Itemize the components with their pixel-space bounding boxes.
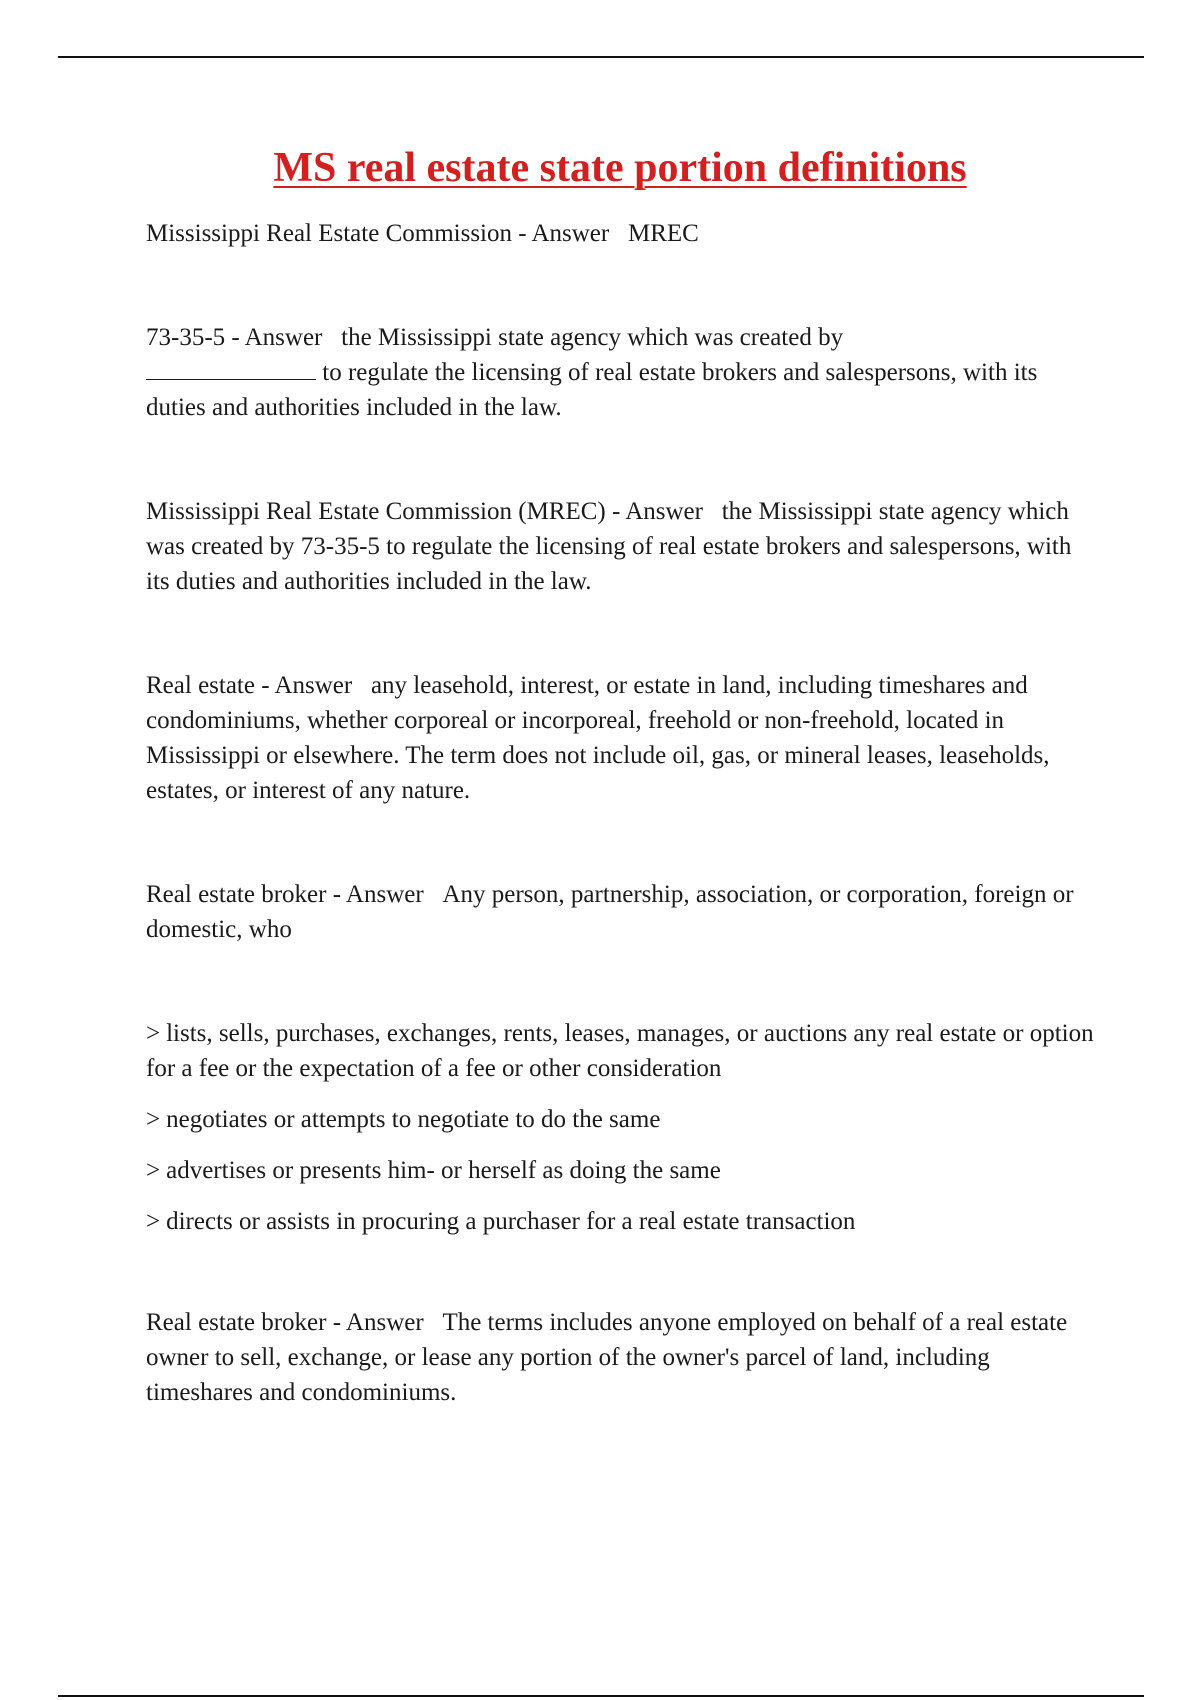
broker-activities-list [146, 1016, 1096, 1239]
answer-label: Answer [531, 220, 610, 247]
entry-definition: Any person, partnership, association, or corporation, foreign or domestic, who [146, 881, 1080, 943]
entry-term: Mississippi Real Estate Commission [146, 220, 512, 247]
list-item-text: advertises or presents him- or herself as doing the same [166, 1157, 721, 1184]
bullet-marker: > [146, 1208, 161, 1235]
list-item [146, 1153, 1096, 1188]
fill-in-blank [146, 357, 316, 380]
entry-definition: any leasehold, interest, or estate in land, including timeshares and condominiums, whether corporeal or incorporeal, freehold or non-freehold, located in Mississippi or elsewhere. The term does not include oil, gas, or mineral leases, leaseholds, estates, or interest of any nature. [146, 672, 1056, 804]
list-item-text: negotiates or attempts to negotiate to do the same [166, 1106, 661, 1133]
entry-separator: - [326, 1309, 346, 1336]
entry-term: Real estate broker [146, 881, 327, 908]
list-item [146, 1016, 1096, 1086]
top-divider [58, 56, 1144, 58]
entry-mississippi-real-estate-commission [146, 216, 1096, 251]
entry-definition: the Mississippi state agency which was created by 73-35-5 to regulate the licensing of real estate brokers and salespersons, with its duties and authorities included in the law. [146, 498, 1078, 595]
document-body [146, 216, 1096, 1410]
answer-label: Answer [274, 672, 353, 699]
answer-label: Answer [625, 498, 703, 525]
entry-real-estate-broker [146, 877, 1096, 947]
entry-term: Real estate [146, 672, 255, 699]
entry-definition: MREC [627, 220, 699, 247]
entry-separator: - [512, 220, 532, 247]
entry-term: 73-35-5 [146, 324, 226, 351]
entry-definition-part-1: the Mississippi state agency which was created by [341, 324, 844, 351]
bottom-divider [58, 1695, 1144, 1697]
entry-term: Real estate broker [146, 1309, 327, 1336]
entry-definition: The terms includes anyone employed on behalf of a real estate owner to sell, exchange, or lease any portion of the owner's parcel of land, including timeshares and condominiums. [146, 1309, 1074, 1406]
entry-term: Mississippi Real Estate Commission (MREC) [146, 498, 606, 525]
entry-separator: - [254, 672, 275, 699]
entry-definition-part-2: to regulate the licensing of real estate brokers and salespersons, with its duties and authorities included in the law. [146, 359, 1044, 421]
answer-label: Answer [345, 1309, 424, 1336]
bullet-marker: > [146, 1157, 161, 1184]
list-item [146, 1204, 1096, 1239]
entry-separator: - [605, 498, 626, 525]
document-title: MS real estate state portion definitions [273, 145, 967, 191]
entry-separator: - [326, 881, 346, 908]
entry-mrec [146, 494, 1096, 599]
answer-label: Answer [244, 324, 323, 351]
list-item-text: lists, sells, purchases, exchanges, rents, leases, manages, or auctions any real estate or option for a fee or the expectation of a fee or other consideration [146, 1020, 1094, 1082]
entry-73-35-5 [146, 320, 1096, 425]
bullet-marker: > [146, 1020, 161, 1047]
answer-label: Answer [345, 881, 424, 908]
entry-separator: - [225, 324, 245, 351]
bullet-marker: > [146, 1106, 161, 1133]
list-item-text: directs or assists in procuring a purchaser for a real estate transaction [166, 1208, 856, 1235]
list-item [146, 1102, 1096, 1137]
entry-real-estate [146, 668, 1096, 808]
entry-real-estate-broker-2 [146, 1305, 1096, 1410]
